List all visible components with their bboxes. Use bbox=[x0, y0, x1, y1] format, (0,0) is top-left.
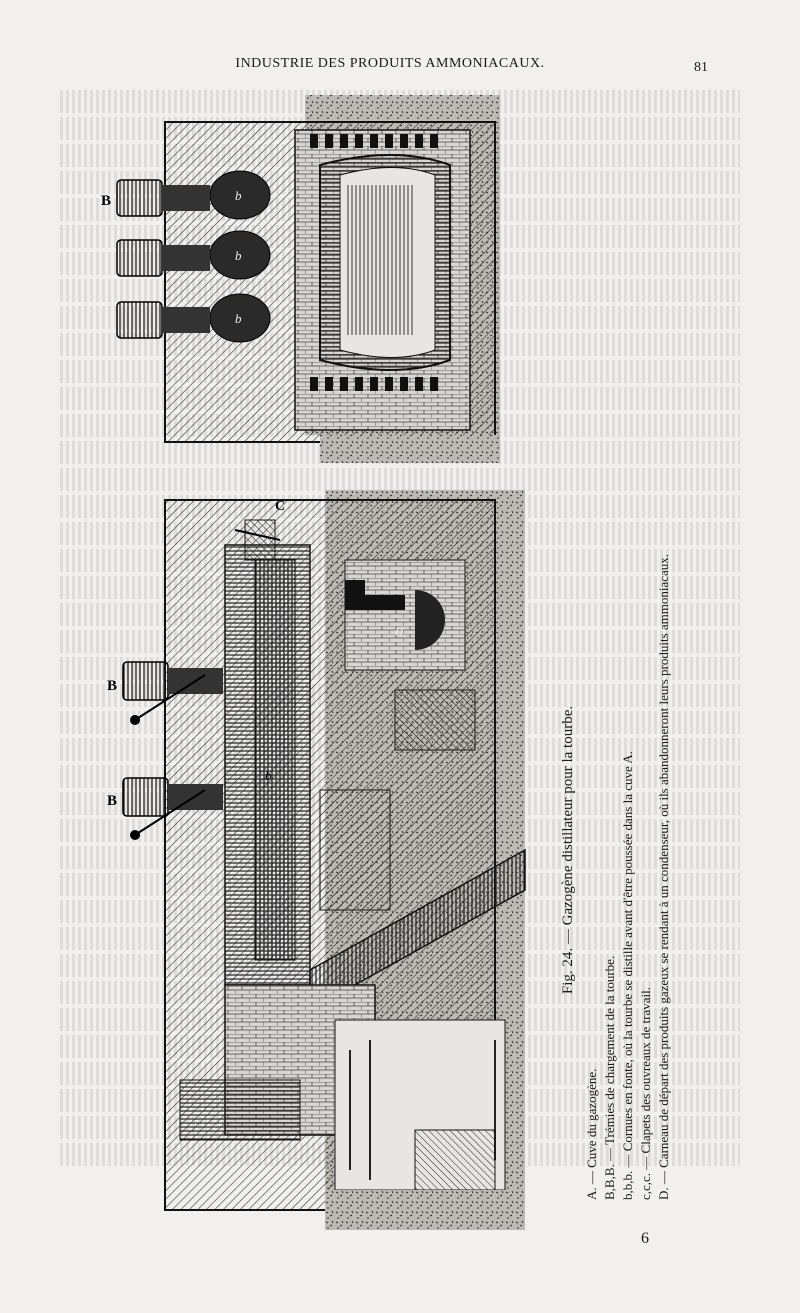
legend-item: D. — Carneau de départ des produits gazeux se rendant à un condenseur, où ils abandonneront leurs produits ammoniacaux. bbox=[656, 553, 671, 1200]
label-D: D bbox=[395, 626, 403, 638]
longitudinal-section-view bbox=[107, 490, 525, 1230]
label-B: B bbox=[101, 193, 112, 209]
legend-item: b,b,b. — Cornues en fonte, où la tourbe se distille avant d'être poussée dans la cuve A. bbox=[620, 751, 635, 1200]
running-header: INDUSTRIE DES PRODUITS AMMONIACAUX. bbox=[235, 56, 545, 71]
figure-caption-block bbox=[560, 400, 700, 1200]
legend-item: c,c,c. — Clapets des ouvreaux de travail. bbox=[638, 987, 653, 1200]
label-C: C bbox=[275, 499, 286, 514]
gazogene-engraving bbox=[95, 90, 555, 1230]
page-number: 81 bbox=[694, 60, 708, 75]
figure-caption: Fig. 24. — Gazogène distillateur pour la tourbe. bbox=[560, 705, 576, 995]
figure-legend bbox=[583, 400, 673, 1200]
label-B: B bbox=[107, 793, 118, 809]
label-b: b bbox=[265, 768, 272, 783]
legend-item: B,B,B. — Trémies de chargement de la tourbe. bbox=[602, 955, 617, 1200]
signature-number: 6 bbox=[641, 1230, 649, 1247]
label-b: b bbox=[235, 248, 242, 263]
label-b: b bbox=[235, 188, 242, 203]
legend-item: A. — Cuve du gazogène. bbox=[584, 1068, 599, 1200]
label-b: b bbox=[235, 311, 242, 326]
cross-section-view bbox=[101, 95, 500, 463]
label-B: B bbox=[107, 678, 118, 694]
